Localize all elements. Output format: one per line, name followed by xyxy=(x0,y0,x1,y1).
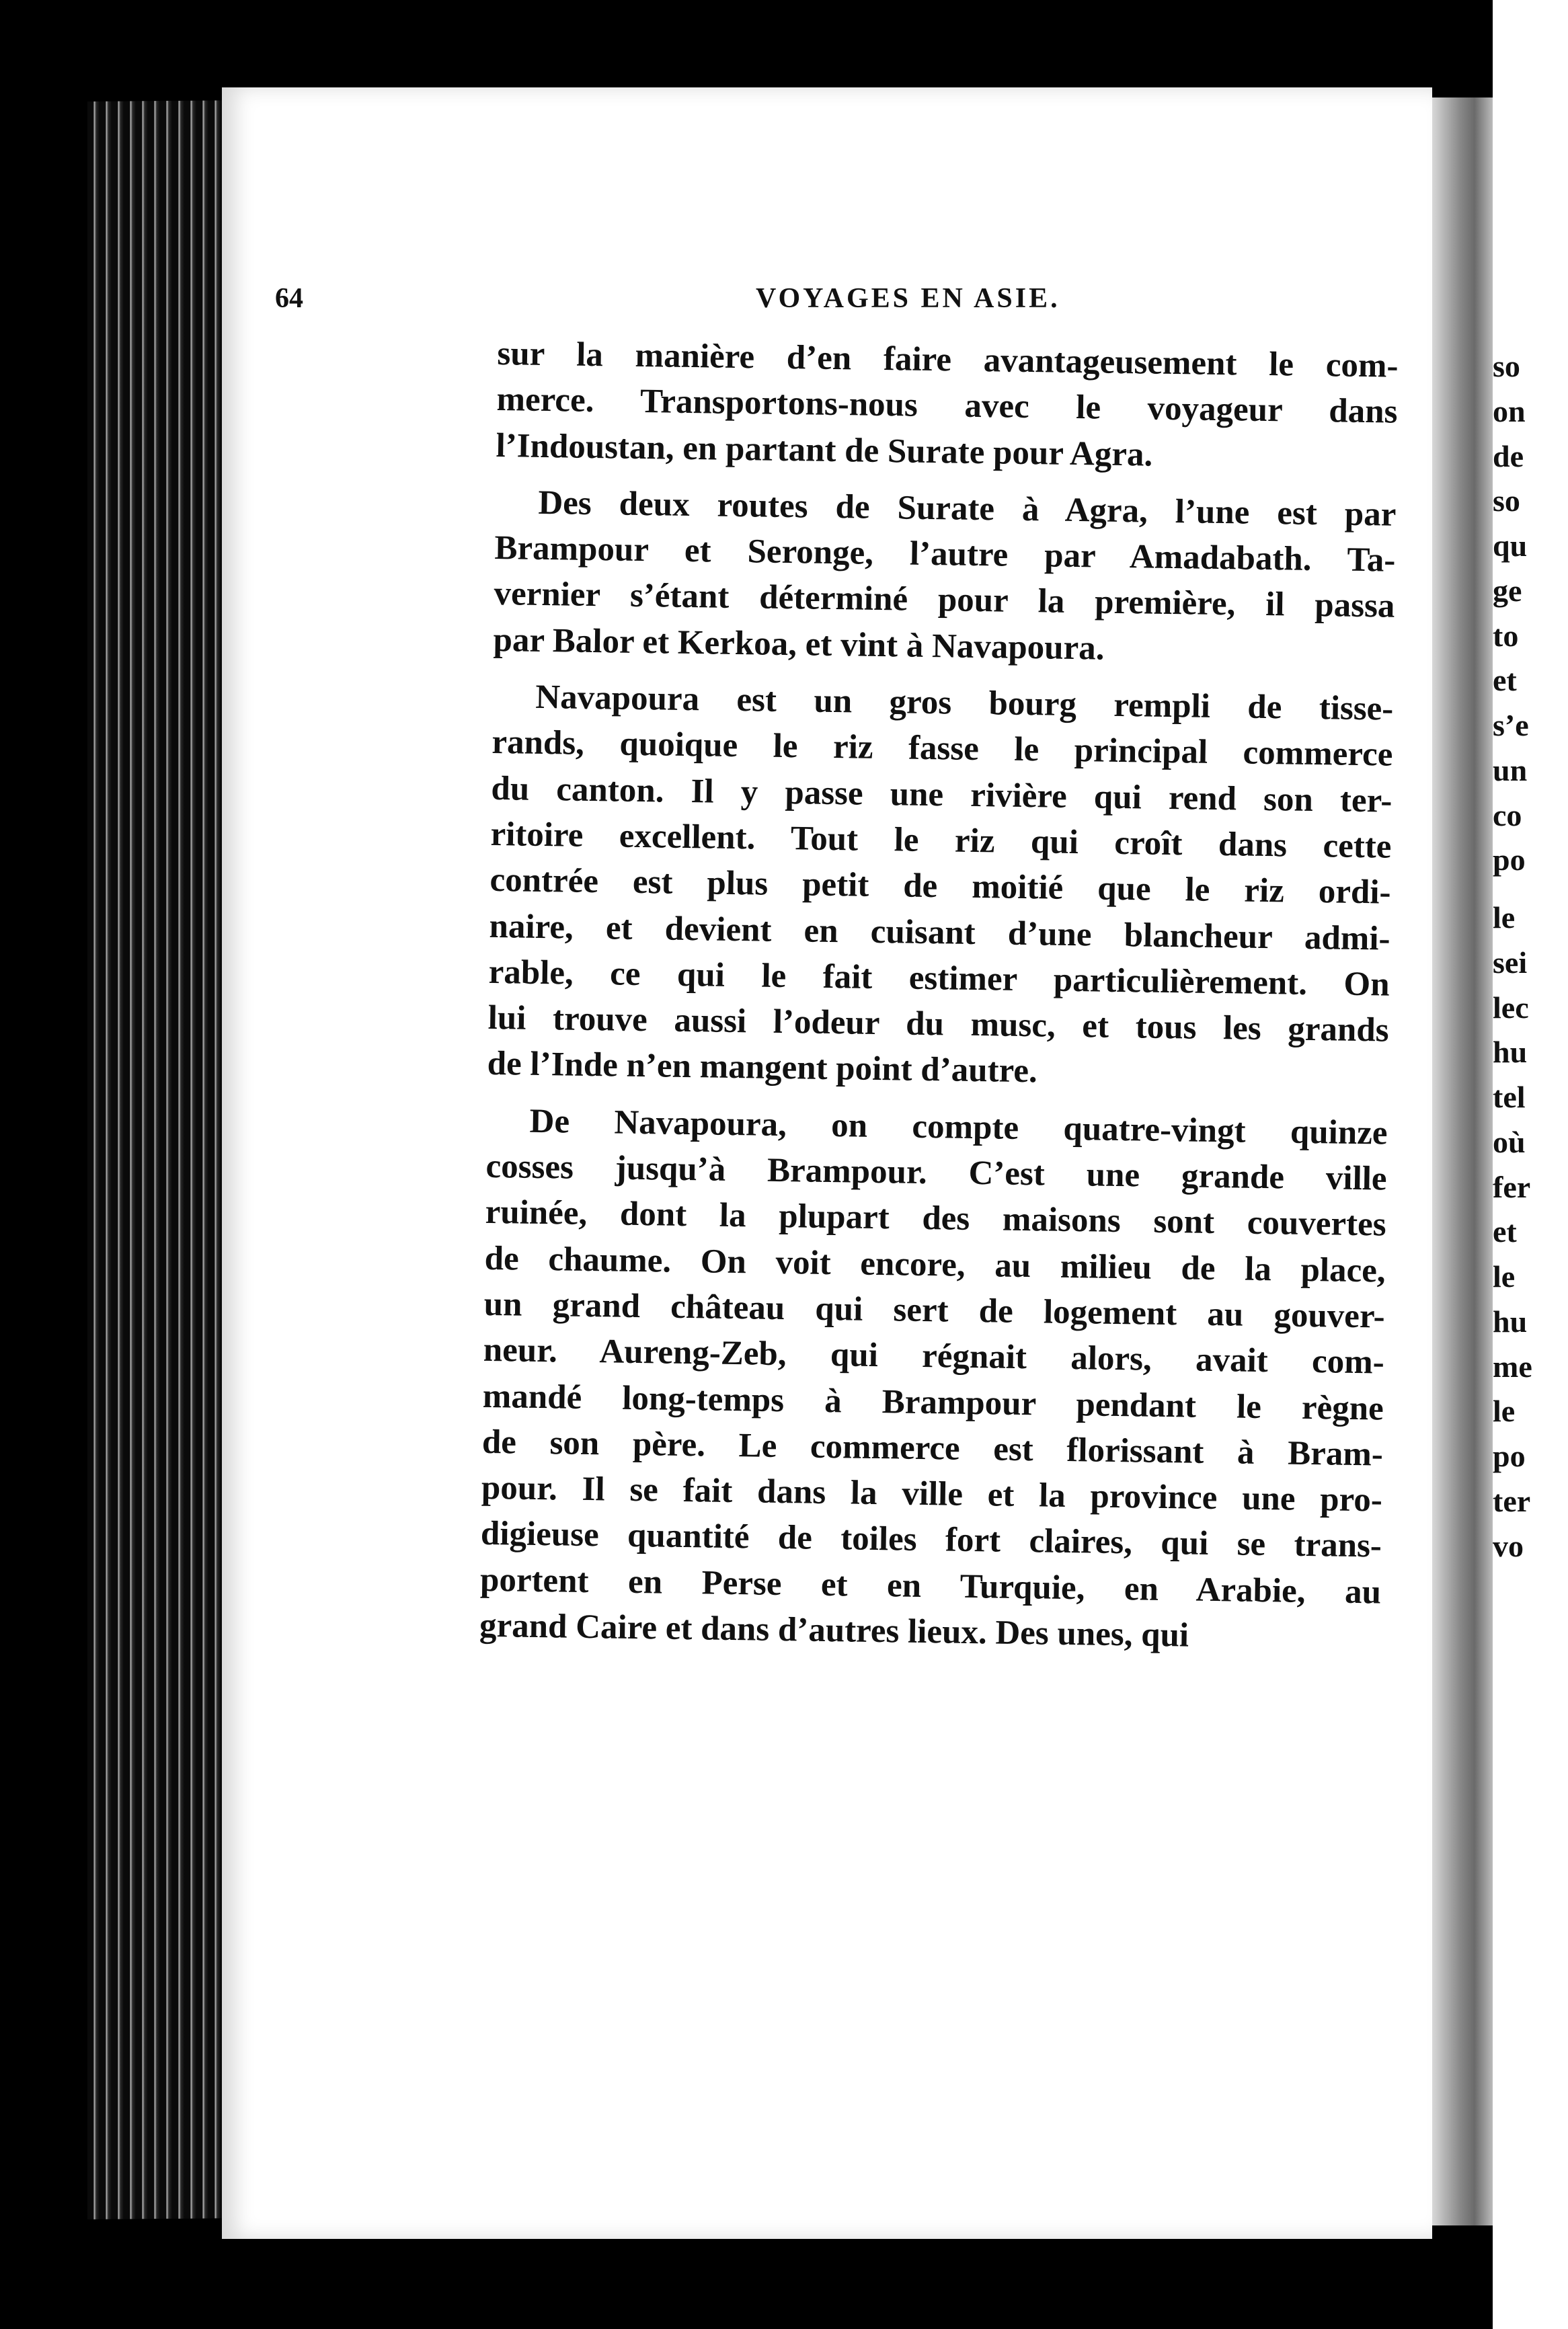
text-line: contrée est plus petit de moitié que le riz ordi- xyxy=(489,861,1391,912)
text-line: merce. Transportons-nous avec le voyageur dans xyxy=(496,381,1398,431)
facing-page-line: où xyxy=(1493,1125,1526,1159)
text-line: un grand château qui sert de logement au gouver- xyxy=(483,1285,1386,1336)
text-line: rable, ce qui le fait estimer particulièrement. On xyxy=(488,953,1390,1004)
text-line: Brampour et Seronge, l’autre par Amadabath. Ta- xyxy=(494,529,1396,580)
book-gutter xyxy=(1432,97,1493,2225)
facing-page-line: qu xyxy=(1493,528,1528,563)
facing-page-line: hu xyxy=(1493,1035,1528,1069)
facing-page-line: fer xyxy=(1493,1170,1531,1204)
text-line: ruinée, dont la plupart des maisons sont couvertes xyxy=(485,1193,1386,1244)
facing-page-line: ter xyxy=(1493,1484,1531,1518)
text-line: Des deux routes de Surate à Agra, l’une est par xyxy=(538,483,1397,534)
text-line: portent en Perse et en Turquie, en Arabie, au xyxy=(479,1561,1382,1612)
paragraph xyxy=(487,674,1393,1099)
facing-page-line: po xyxy=(1493,1439,1526,1473)
facing-page-line: so xyxy=(1493,349,1520,383)
facing-page-line: de xyxy=(1493,439,1524,473)
facing-page-line: le xyxy=(1493,1259,1516,1294)
body-text xyxy=(479,331,1399,1661)
facing-page-line: me xyxy=(1493,1349,1532,1384)
facing-page-line: po xyxy=(1493,842,1526,877)
facing-page-line: et xyxy=(1493,1214,1517,1249)
facing-page-line: un xyxy=(1493,753,1528,787)
text-line: ritoire excellent. Tout le riz qui croît dans cette xyxy=(490,815,1392,866)
paragraph xyxy=(479,1098,1388,1661)
paragraph xyxy=(496,331,1399,481)
facing-page-line: le xyxy=(1493,1394,1516,1428)
facing-page-line: ge xyxy=(1493,574,1522,608)
facing-page-line: tel xyxy=(1493,1080,1526,1114)
text-line: digieuse quantité de toiles fort claires, qui se trans- xyxy=(480,1515,1382,1565)
page-number: 64 xyxy=(275,283,303,314)
text-line: neur. Aureng-Zeb, qui régnait alors, avait com- xyxy=(483,1331,1385,1382)
text-line: de son père. Le commerce est florissant à Bram- xyxy=(481,1423,1384,1474)
facing-page-line: so xyxy=(1493,483,1520,518)
text-line: du canton. Il y passe une rivière qui rend son ter- xyxy=(491,769,1393,820)
text-line: naire, et devient en cuisant d’une blancheur admi- xyxy=(489,907,1390,958)
text-line: mandé long-temps à Brampour pendant le règne xyxy=(482,1377,1384,1428)
body-text-area xyxy=(479,331,1399,1659)
text-line: pour. Il se fait dans la ville et la province une pro- xyxy=(481,1468,1383,1519)
facing-page-line: le xyxy=(1493,900,1516,935)
facing-page-line: vo xyxy=(1493,1529,1524,1563)
facing-page-line: sei xyxy=(1493,945,1528,980)
paragraph xyxy=(493,479,1397,676)
text-line: lui trouve aussi l’odeur du musc, et tous les grands xyxy=(487,999,1389,1050)
text-line: l’Indoustan, en partant de Surate pour Agra. xyxy=(496,426,1153,474)
text-line: de l’Inde n’en mangent point d’autre. xyxy=(487,1045,1038,1091)
facing-page-line: to xyxy=(1493,619,1519,653)
facing-page-line: co xyxy=(1493,798,1522,832)
text-line: De Navapoura, on compte quatre-vingt quinze xyxy=(529,1102,1388,1152)
facing-page-line: on xyxy=(1493,394,1526,428)
facing-page-line: et xyxy=(1493,663,1517,697)
facing-page-line: lec xyxy=(1493,990,1529,1025)
facing-page-fragment xyxy=(1493,0,1568,2329)
text-line: de chaume. On voit encore, au milieu de la place, xyxy=(484,1239,1386,1290)
text-line: grand Caire et dans d’autres lieux. Des unes, qui xyxy=(479,1606,1189,1655)
text-line: rands, quoique le riz fasse le principal commerce xyxy=(492,723,1393,775)
facing-page-line: hu xyxy=(1493,1304,1528,1339)
text-line: cosses jusqu’à Brampour. C’est une grande ville xyxy=(485,1147,1387,1198)
text-line: vernier s’étant déterminé pour la première, il passa xyxy=(494,575,1395,626)
facing-page-line: s’e xyxy=(1493,708,1529,742)
text-line: sur la manière d’en faire avantageusement le com- xyxy=(497,334,1399,385)
running-head: VOYAGES EN ASIE. xyxy=(756,283,1060,314)
text-line: Navapoura est un gros bourg rempli de tisse- xyxy=(535,678,1394,728)
text-line: par Balor et Kerkoa, et vint à Navapoura. xyxy=(493,621,1105,668)
